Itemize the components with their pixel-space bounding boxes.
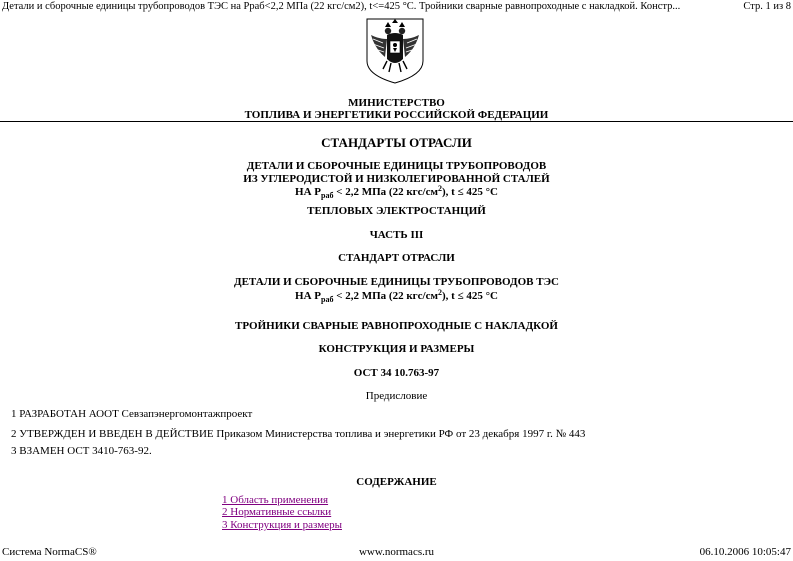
standards-heading: СТАНДАРТЫ ОТРАСЛИ (321, 135, 472, 150)
doc-title-line-1: ДЕТАЛИ И СБОРОЧНЫЕ ЕДИНИЦЫ ТРУБОПРОВОДОВ (246, 160, 547, 172)
footer-system-name: Система NormaCS® (2, 546, 97, 558)
header-title: Детали и сборочные единицы трубопроводов ТЭС на Рраб<2,2 МПа (22 кгс/см2), t<=425 °С. Тройники сварные равнопроходные с накладкой. Констр... (2, 1, 681, 12)
footer-website: www.normacs.ru (358, 546, 435, 558)
ministry-line-1: МИНИСТЕРСТВО (348, 97, 445, 109)
construction-title: КОНСТРУКЦИЯ И РАЗМЕРЫ (318, 343, 475, 355)
ministry-line-2: ТОПЛИВА И ЭНЕРГЕТИКИ РОССИЙСКОЙ ФЕДЕРАЦИИ (244, 109, 549, 121)
preface-item-3: 3 ВЗАМЕН ОСТ 3410-763-92. (11, 445, 152, 457)
part-label: ЧАСТЬ III (369, 229, 424, 241)
ost-number: ОСТ 34 10.763-97 (353, 367, 440, 379)
doc-title-line-3: ТЕПЛОВЫХ ЭЛЕКТРОСТАНЦИЙ (307, 205, 486, 217)
doc-title-line-4: ДЕТАЛИ И СБОРОЧНЫЕ ЕДИНИЦЫ ТРУБОПРОВОДОВ ТЭС (234, 276, 559, 288)
page-header (2, 0, 791, 14)
tee-title: ТРОЙНИКИ СВАРНЫЕ РАВНОПРОХОДНЫЕ С НАКЛАДКОЙ (235, 320, 558, 332)
contents-heading: СОДЕРЖАНИЕ (356, 476, 437, 488)
preface-label: Предисловие (365, 390, 428, 402)
standard-label: СТАНДАРТ ОТРАСЛИ (338, 252, 455, 264)
doc-title-line-2: ИЗ УГЛЕРОДИСТОЙ И НИЗКОЛЕГИРОВАННОЙ СТАЛЕЙ (243, 173, 550, 185)
pressure-condition-1: НА $Р_{раб} < 2,2$ МПа (22 кгс/$см^2$), t ≤ 425 °С (295, 184, 498, 200)
preface-item-1: 1 РАЗРАБОТАН АООТ Севзапэнергомонтажпроект (11, 408, 253, 420)
coat-of-arms-emblem (363, 17, 427, 85)
preface-item-2: 2 УТВЕРЖДЕН И ВВЕДЕН В ДЕЙСТВИЕ Приказом Министерства топлива и энергетики РФ от 23 декабря 1997 г. № 443 (11, 428, 586, 440)
footer-timestamp: 06.10.2006 10:05:47 (699, 546, 791, 558)
header-divider (0, 121, 793, 122)
toc-link-scope[interactable]: 1 Область применения (222, 494, 329, 506)
pressure-condition-2: НА $Р_{раб} < 2,2$ МПа (22 кгс/$см^2$), t ≤ 425 °С (295, 288, 498, 304)
header-page-info: Стр. 1 из 8 (743, 1, 791, 12)
toc-link-normative-references[interactable]: 2 Нормативные ссылки (222, 506, 332, 518)
toc-link-construction-dimensions[interactable]: 3 Конструкция и размеры (222, 519, 342, 531)
